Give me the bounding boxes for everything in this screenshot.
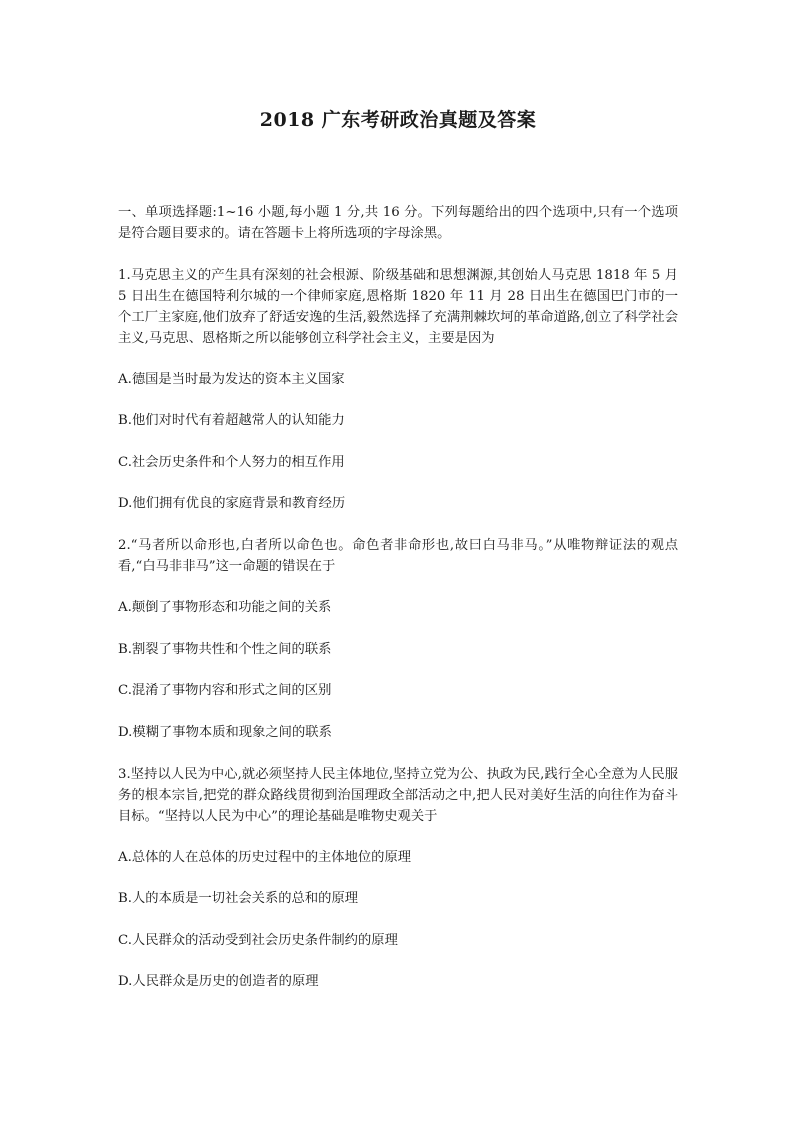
question-1-stem: 1.马克思主义的产生具有深刻的社会根源、阶级基础和思想渊源,其创始人马克思 1818 年 5 月 5 日出生在德国特利尔城的一个律师家庭,恩格斯 1820 年 11 月 28 日出生在德国巴门市的一个工厂主家庭,他们放弃了舒适安逸的生活,毅然选择了充满荆棘坎坷的革命道路,创立了科学社会主义,马克思、恩格斯之所以能够创立科学社会主义，主要是因为 — [118, 268, 678, 346]
question-2-option-a: A.颠倒了事物形态和功能之间的关系 — [118, 600, 332, 615]
question-2-stem: 2.“马者所以命形也,白者所以命色也。命色者非命形也,故曰白马非马。”从唯物辩证法的观点看,“白马非非马”这一命题的错误在于 — [118, 538, 678, 574]
section-instructions: 一、单项选择题:1~16 小题,每小题 1 分,共 16 分。下列每题给出的四个选项中,只有一个选项是符合题目要求的。请在答题卡上将所选项的字母涂黑。 — [118, 205, 678, 241]
question-1-option-b: B.他们对时代有着超越常人的认知能力 — [118, 413, 345, 428]
question-2-option-c: C.混淆了事物内容和形式之间的区别 — [118, 683, 332, 698]
question-3-option-a: A.总体的人在总体的历史过程中的主体地位的原理 — [118, 850, 412, 865]
question-1-option-a: A.德国是当时最为发达的资本主义国家 — [118, 372, 345, 387]
question-2-option-b: B.割裂了事物共性和个性之间的联系 — [118, 642, 332, 657]
document-title: 2018 广东考研政治真题及答案 — [259, 109, 537, 131]
question-2-option-d: D.模糊了事物本质和现象之间的联系 — [118, 725, 332, 740]
question-3-stem: 3.坚持以人民为中心,就必须坚持人民主体地位,坚持立党为公、执政为民,践行全心全意为人民服务的根本宗旨,把党的群众路线贯彻到治国理政全部活动之中,把人民对美好生活的向往作为奋斗目标。“坚持以人民为中心”的理论基础是唯物史观关于 — [118, 767, 678, 824]
question-1-option-c: C.社会历史条件和个人努力的相互作用 — [118, 455, 345, 470]
question-1-option-d: D.他们拥有优良的家庭背景和教育经历 — [118, 496, 346, 511]
question-3-option-d: D.人民群众是历史的创造者的原理 — [118, 974, 319, 989]
question-3-option-c: C.人民群众的活动受到社会历史条件制约的原理 — [118, 933, 398, 948]
question-3-option-b: B.人的本质是一切社会关系的总和的原理 — [118, 891, 359, 906]
